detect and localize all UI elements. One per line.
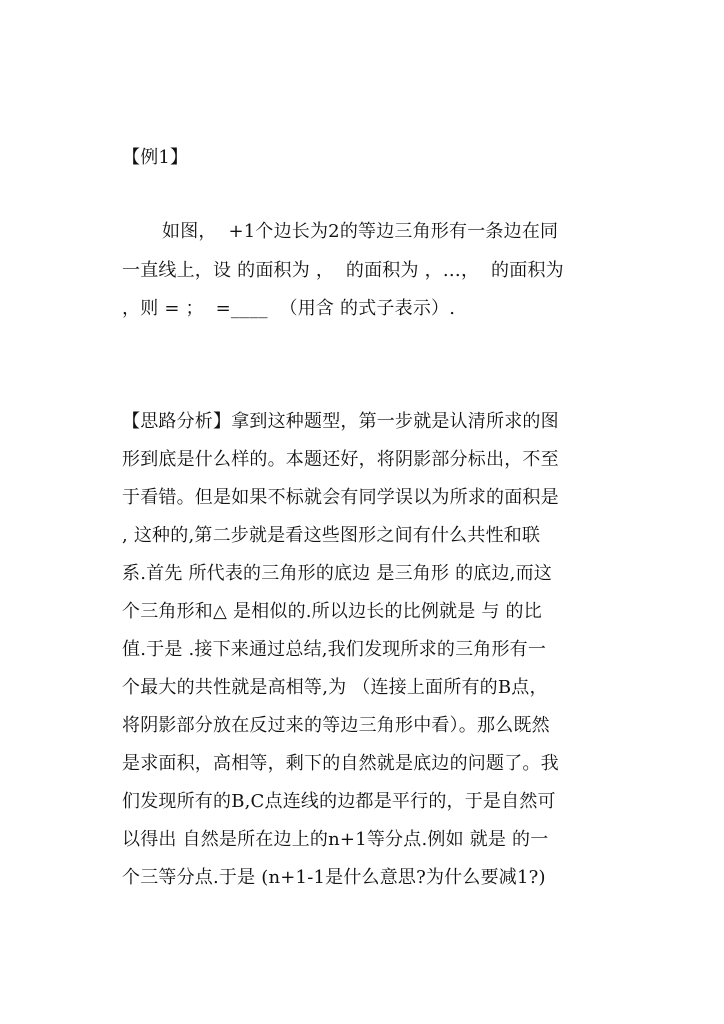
analysis-line-7: 值.于是 .接下来通过总结,我们发现所求的三角形有一: [122, 639, 547, 660]
analysis-line-4: , 这种的,第二步就是看这些图形之间有什么共性和联: [122, 525, 541, 546]
analysis-line-3: 于看错。但是如果不标就会有同学误以为所求的面积是: [122, 487, 559, 508]
analysis-line-13: 个三等分点.于是 (n+1-1是什么意思?为什么要减1?): [122, 867, 546, 888]
problem-line-2: 一直线上，设 的面积为 ， 的面积为 ，…， 的面积为: [122, 260, 564, 281]
analysis-line-6: 个三角形和△ 是相似的.所以边长的比例就是 与 的比: [122, 601, 542, 622]
analysis-line-8: 个最大的共性就是高相等,为 （连接上面所有的B点，: [122, 677, 548, 698]
analysis-line-9: 将阴影部分放在反过来的等边三角形中看）。那么既然: [122, 715, 550, 736]
analysis-line-12: 以得出 自然是所在边上的n+1等分点.例如 就是 的一: [122, 829, 549, 850]
analysis-line-10: 是求面积，高相等，剩下的自然就是底边的问题了。我: [122, 753, 559, 774]
analysis-line-11: 们发现所有的B,C点连线的边都是平行的，于是自然可: [122, 791, 556, 812]
problem-line-1: 如图， +1个边长为2的等边三角形有一条边在同: [162, 221, 559, 242]
problem-line-3: ，则 = ； =____ （用含 的式子表示）.: [122, 298, 456, 319]
example-heading: 【例1】: [122, 147, 189, 168]
analysis-line-5: 系.首先 所代表的三角形的底边 是三角形 的底边,而这: [122, 563, 553, 584]
analysis-line-2: 形到底是什么样的。本题还好，将阴影部分标出，不至: [122, 449, 559, 470]
analysis-line-1: 【思路分析】拿到这种题型，第一步就是认清所求的图: [122, 411, 559, 432]
